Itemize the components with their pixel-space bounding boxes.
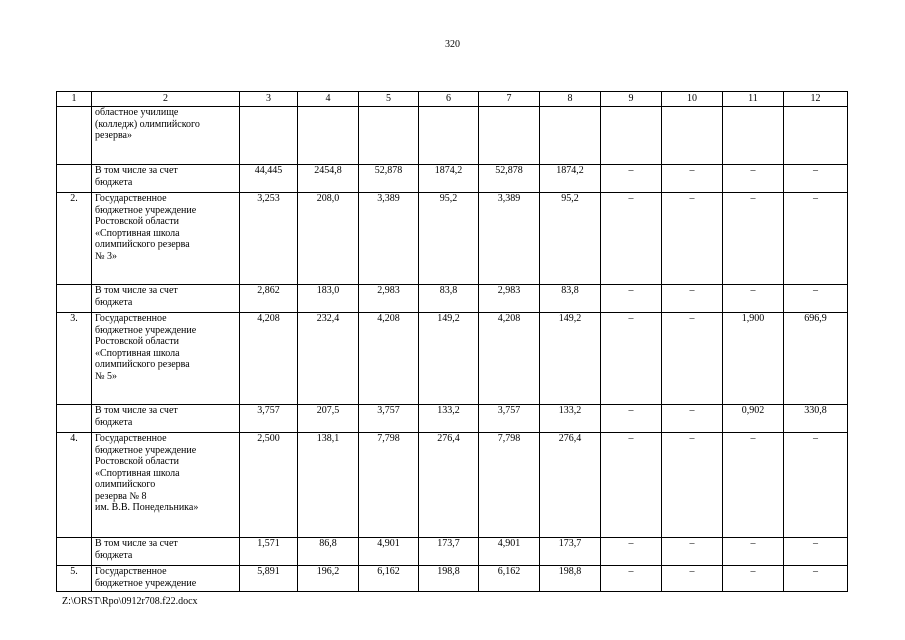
value-cell-col-9: – [601, 538, 662, 566]
value-cell-col-11: – [723, 538, 784, 566]
value-cell-col-7: 4,901 [479, 538, 540, 566]
value-cell-col-12: – [784, 285, 848, 313]
column-header-12: 12 [784, 92, 848, 107]
value-cell-col-8: 276,4 [540, 433, 601, 538]
value-cell-col-5: 3,389 [359, 193, 419, 285]
value-cell-col-5: 3,757 [359, 405, 419, 433]
value-cell-col-5: 4,901 [359, 538, 419, 566]
row-number [57, 405, 92, 433]
value-cell-col-4: 2454,8 [298, 165, 359, 193]
value-cell-col-12: – [784, 566, 848, 592]
value-cell-col-8 [540, 107, 601, 165]
table-row [57, 313, 848, 405]
table-row [57, 107, 848, 165]
value-cell-col-6: 83,8 [419, 285, 479, 313]
value-cell-col-6 [419, 107, 479, 165]
value-cell-col-11: – [723, 285, 784, 313]
row-number [57, 165, 92, 193]
value-cell-col-5 [359, 107, 419, 165]
value-cell-col-6: 276,4 [419, 433, 479, 538]
value-cell-col-9: – [601, 433, 662, 538]
row-number: 4. [57, 433, 92, 538]
institution-name: Государственное бюджетное учреждение Ростовской области «Спортивная школа олимпийского резерва № 5» [92, 313, 240, 405]
value-cell-col-12: 696,9 [784, 313, 848, 405]
column-header-8: 8 [540, 92, 601, 107]
table-row [57, 165, 848, 193]
value-cell-col-6: 198,8 [419, 566, 479, 592]
value-cell-col-11: – [723, 566, 784, 592]
value-cell-col-7: 4,208 [479, 313, 540, 405]
value-cell-col-4: 208,0 [298, 193, 359, 285]
value-cell-col-8: 1874,2 [540, 165, 601, 193]
value-cell-col-12: – [784, 165, 848, 193]
institution-name: Государственное бюджетное учреждение [92, 566, 240, 592]
value-cell-col-3: 2,500 [240, 433, 298, 538]
column-header-5: 5 [359, 92, 419, 107]
value-cell-col-10: – [662, 538, 723, 566]
institution-name: В том числе за счет бюджета [92, 165, 240, 193]
value-cell-col-3: 1,571 [240, 538, 298, 566]
value-cell-col-7: 6,162 [479, 566, 540, 592]
value-cell-col-10: – [662, 193, 723, 285]
table-header-row [57, 92, 848, 107]
value-cell-col-7: 52,878 [479, 165, 540, 193]
footer-file-path: Z:\ORST\Rpo\0912r708.f22.docx [62, 596, 198, 607]
column-header-2: 2 [92, 92, 240, 107]
value-cell-col-4: 86,8 [298, 538, 359, 566]
value-cell-col-3 [240, 107, 298, 165]
column-header-7: 7 [479, 92, 540, 107]
value-cell-col-10 [662, 107, 723, 165]
value-cell-col-10: – [662, 165, 723, 193]
value-cell-col-8: 95,2 [540, 193, 601, 285]
row-number [57, 538, 92, 566]
value-cell-col-5: 4,208 [359, 313, 419, 405]
value-cell-col-9: – [601, 165, 662, 193]
institution-name: Государственное бюджетное учреждение Ростовской области «Спортивная школа олимпийского резерва № 3» [92, 193, 240, 285]
value-cell-col-9: – [601, 405, 662, 433]
value-cell-col-8: 133,2 [540, 405, 601, 433]
value-cell-col-10: – [662, 566, 723, 592]
row-number: 2. [57, 193, 92, 285]
value-cell-col-9: – [601, 285, 662, 313]
value-cell-col-5: 7,798 [359, 433, 419, 538]
value-cell-col-6: 1874,2 [419, 165, 479, 193]
value-cell-col-6: 95,2 [419, 193, 479, 285]
table-row [57, 405, 848, 433]
value-cell-col-12: – [784, 538, 848, 566]
institution-name: Государственное бюджетное учреждение Ростовской области «Спортивная школа олимпийского резерва № 8 им. В.В. Понедельника» [92, 433, 240, 538]
value-cell-col-3: 2,862 [240, 285, 298, 313]
table-row [57, 566, 848, 592]
value-cell-col-3: 5,891 [240, 566, 298, 592]
value-cell-col-7: 3,389 [479, 193, 540, 285]
value-cell-col-11: 1,900 [723, 313, 784, 405]
budget-table [56, 91, 848, 592]
row-number: 3. [57, 313, 92, 405]
column-header-3: 3 [240, 92, 298, 107]
value-cell-col-4: 183,0 [298, 285, 359, 313]
column-header-10: 10 [662, 92, 723, 107]
value-cell-col-12: – [784, 193, 848, 285]
value-cell-col-3: 3,253 [240, 193, 298, 285]
value-cell-col-7: 2,983 [479, 285, 540, 313]
value-cell-col-3: 4,208 [240, 313, 298, 405]
row-number [57, 285, 92, 313]
value-cell-col-7: 3,757 [479, 405, 540, 433]
value-cell-col-3: 44,445 [240, 165, 298, 193]
value-cell-col-3: 3,757 [240, 405, 298, 433]
value-cell-col-6: 173,7 [419, 538, 479, 566]
value-cell-col-11: 0,902 [723, 405, 784, 433]
value-cell-col-4: 196,2 [298, 566, 359, 592]
row-number [57, 107, 92, 165]
value-cell-col-11 [723, 107, 784, 165]
value-cell-col-7 [479, 107, 540, 165]
table-row [57, 285, 848, 313]
value-cell-col-7: 7,798 [479, 433, 540, 538]
value-cell-col-11: – [723, 193, 784, 285]
value-cell-col-11: – [723, 165, 784, 193]
value-cell-col-12: 330,8 [784, 405, 848, 433]
value-cell-col-9: – [601, 313, 662, 405]
institution-name: В том числе за счет бюджета [92, 285, 240, 313]
value-cell-col-5: 6,162 [359, 566, 419, 592]
column-header-4: 4 [298, 92, 359, 107]
value-cell-col-4 [298, 107, 359, 165]
value-cell-col-8: 149,2 [540, 313, 601, 405]
value-cell-col-9 [601, 107, 662, 165]
table-row [57, 538, 848, 566]
page-number: 320 [445, 39, 460, 50]
institution-name: В том числе за счет бюджета [92, 405, 240, 433]
value-cell-col-10: – [662, 405, 723, 433]
row-number: 5. [57, 566, 92, 592]
value-cell-col-12: – [784, 433, 848, 538]
value-cell-col-8: 173,7 [540, 538, 601, 566]
value-cell-col-12 [784, 107, 848, 165]
value-cell-col-10: – [662, 313, 723, 405]
value-cell-col-6: 149,2 [419, 313, 479, 405]
value-cell-col-4: 138,1 [298, 433, 359, 538]
value-cell-col-8: 83,8 [540, 285, 601, 313]
value-cell-col-4: 232,4 [298, 313, 359, 405]
value-cell-col-9: – [601, 193, 662, 285]
column-header-6: 6 [419, 92, 479, 107]
value-cell-col-11: – [723, 433, 784, 538]
institution-name: В том числе за счет бюджета [92, 538, 240, 566]
value-cell-col-9: – [601, 566, 662, 592]
value-cell-col-5: 2,983 [359, 285, 419, 313]
value-cell-col-5: 52,878 [359, 165, 419, 193]
institution-name: областное училище (колледж) олимпийского резерва» [92, 107, 240, 165]
value-cell-col-10: – [662, 433, 723, 538]
column-header-11: 11 [723, 92, 784, 107]
value-cell-col-4: 207,5 [298, 405, 359, 433]
table-row [57, 433, 848, 538]
value-cell-col-6: 133,2 [419, 405, 479, 433]
table-row [57, 193, 848, 285]
column-header-9: 9 [601, 92, 662, 107]
value-cell-col-8: 198,8 [540, 566, 601, 592]
column-header-1: 1 [57, 92, 92, 107]
value-cell-col-10: – [662, 285, 723, 313]
